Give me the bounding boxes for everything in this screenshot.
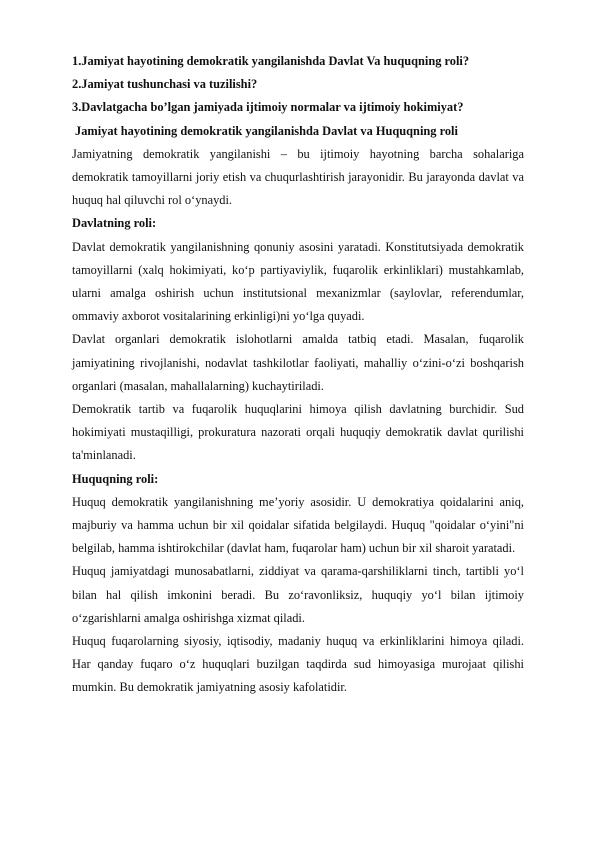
section-title-davlat: Davlatning roli: bbox=[72, 216, 157, 231]
question-1: 1.Jamiyat hayotining demokratik yangilanishda Davlat Va huquqning roli? bbox=[72, 54, 470, 68]
intro-paragraph: Jamiyatning demokratik yangilanishi – bu ijtimoiy hayotning barcha sohalariga demokratik tamoyillarni joriy etish va chuqurlashtirish jarayonidir. Bu jarayonda davlat va huquq hal qiluvchi rol o‘ynaydi. bbox=[72, 146, 524, 208]
question-3: 3.Davlatgacha bo’lgan jamiyada ijtimoiy normalar va ijtimoiy hokimiyat? bbox=[72, 100, 464, 115]
huquq-paragraph-2: Huquq jamiyatdagi munosabatlarni, ziddiyat va qarama-qarshiliklarni tinch, tartibli yo‘l bilan hal qilish imkonini beradi. Bu zo‘ravonliksiz, huquqiy yo‘l bilan ijtimoiy o‘zgarishlarni amalga oshirishga xizmat qiladi. bbox=[72, 564, 524, 625]
huquq-paragraph-3: Huquq fuqarolarning siyosiy, iqtisodiy, madaniy huquq va erkinliklarini himoya qiladi. Har qanday fuqaro o‘z huquqlari buzilgan taqdirda sud himoyasiga murojaat qilishi mumkin. Bu demokratik jamiyatning asosiy kafolatidir. bbox=[72, 633, 524, 695]
document-page bbox=[72, 50, 524, 700]
huquq-paragraph-1: Huquq demokratik yangilanishning me’yoriy asosidir. U demokratiya qoidalarini aniq, majburiy va hamma uchun bir xil qoidalar sifatida belgilaydi. Huquq "qoidalar o‘yini"ni belgilab, hamma ishtirokchilar (davlat ham, fuqarolar ham) uchun bir xil sharoit yaratadi. bbox=[72, 494, 524, 556]
davlat-paragraph-1: Davlat demokratik yangilanishning qonuniy asosini yaratadi. Konstitutsiyada demokratik tamoyillarni (xalq hokimiyati, ko‘p partiyaviylik, fuqarolik erkinliklari) mustahkamlab, ularni amalga oshirish uchun institutsional mexanizmlar (saylovlar, referendumlar, ommaviy axborot vositalarining erkinligi)ni yo‘lga quyadi. bbox=[72, 239, 524, 324]
section-title-huquq: Huquqning roli: bbox=[72, 471, 159, 486]
question-2: 2.Jamiyat tushunchasi va tuzilishi? bbox=[72, 77, 258, 92]
davlat-paragraph-2: Davlat organlari demokratik islohotlarni amalda tatbiq etadi. Masalan, fuqarolik jamiyatining rivojlanishi, nodavlat tashkilotlar faoliyati, mahalliy o‘zini-o‘zi boshqarish organlari (masalan, mahallalarning) kuchaytiriladi. bbox=[72, 332, 524, 393]
davlat-paragraph-3: Demokratik tartib va fuqarolik huquqlarini himoya qilish davlatning burchidir. Sud hokimiyati mustaqilligi, prokuratura nazorati orqali huquqiy demokratik davlat qurilishi ta'minlanadi. bbox=[72, 401, 524, 463]
main-heading: Jamiyat hayotining demokratik yangilanishda Davlat va Huquqning roli bbox=[75, 123, 458, 138]
